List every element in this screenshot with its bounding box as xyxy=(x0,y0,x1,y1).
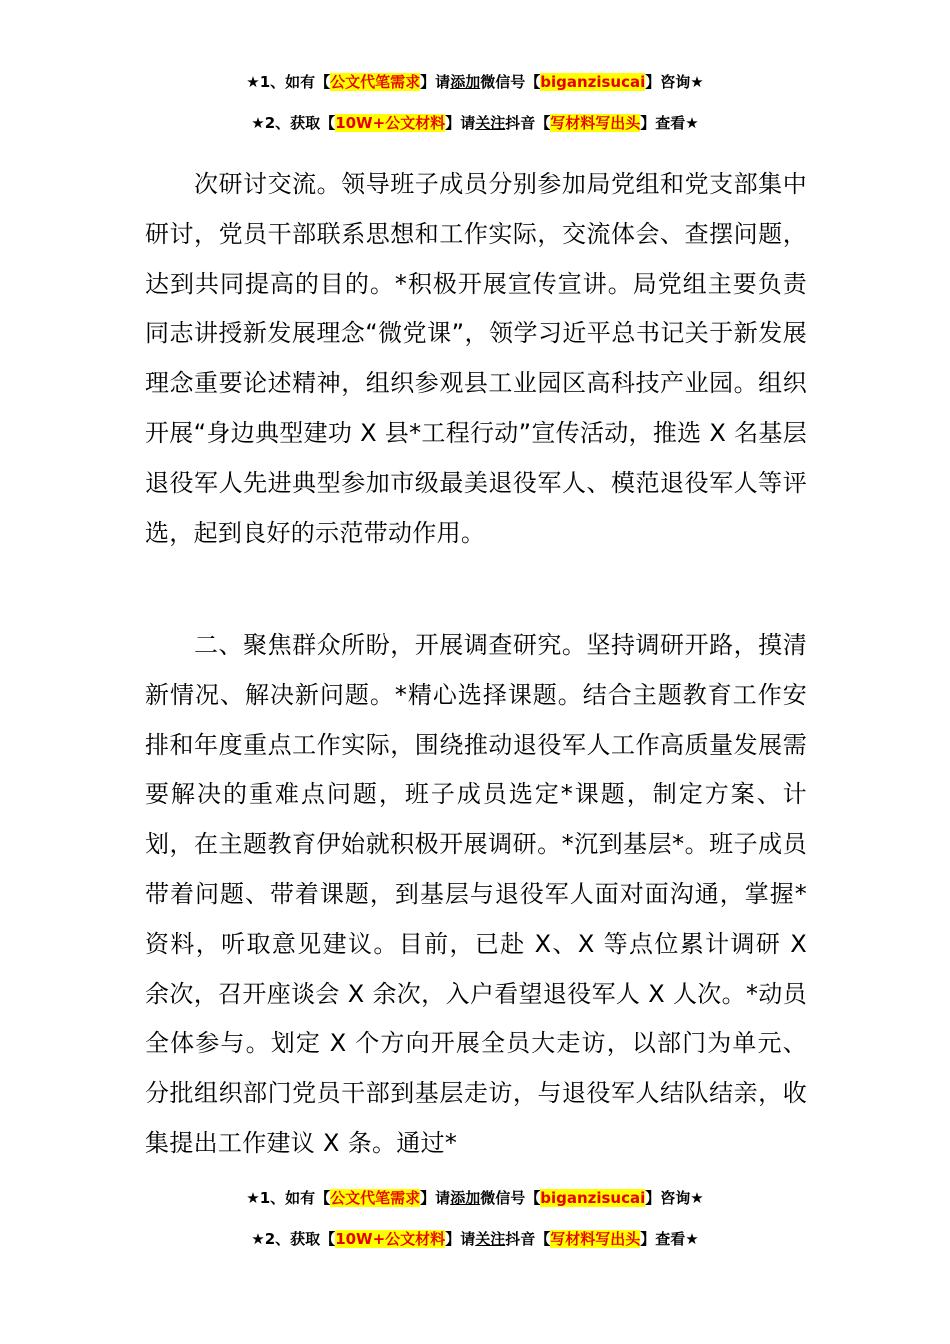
body-paragraph-2-container xyxy=(145,621,807,1169)
header-banner-line-1 xyxy=(0,72,950,92)
body-paragraph-1-container xyxy=(145,160,807,558)
banner-text: 抖音【 xyxy=(505,114,551,132)
footer-banner-line-2 xyxy=(0,1229,950,1249)
banner-highlight: 写材料写出头 xyxy=(550,1230,641,1248)
banner-highlight: 写材料写出头 xyxy=(550,114,641,132)
banner-text: 微信号【 xyxy=(480,1189,541,1207)
banner-highlight: biganzisucai xyxy=(540,73,646,91)
banner-text: 】咨询★ xyxy=(645,73,704,91)
banner-text: ★2、获取【 xyxy=(251,114,336,132)
banner-text: 微信号【 xyxy=(480,73,541,91)
banner-highlight: 公文代笔需求 xyxy=(330,73,421,91)
banner-text: 】咨询★ xyxy=(645,1189,704,1207)
banner-highlight: 10W+公文材料 xyxy=(335,1230,446,1248)
banner-highlight: 公文代笔需求 xyxy=(330,1189,421,1207)
banner-text: 】请 xyxy=(445,1230,476,1248)
body-paragraph-2: 二、聚焦群众所盼，开展调查研究。坚持调研开路，摸清新情况、解决新问题。*精心选择课题。结合主题教育工作安排和年度重点工作实际，围绕推动退役军人工作高质量发展需要解决的重难点问题，班子成员选定*课题，制定方案、计划，在主题教育伊始就积极开展调研。*沉到基层*。班子成员带着问题、带着课题，到基层与退役军人面对面沟通，掌握*资料，听取意见建议。目前，已赴 X、X 等点位累计调研 X 余次，召开座谈会 X 余次，入户看望退役军人 X 人次。*动员全体参与。划定 X 个方向开展全员大走访，以部门为单元、分批组织部门党员干部到基层走访，与退役军人结队结亲，收集提出工作建议 X 条。通过* xyxy=(145,631,807,1157)
banner-underlined-text: 关注 xyxy=(475,1230,506,1248)
banner-underlined-text: 添加 xyxy=(450,73,481,91)
banner-text: ★2、获取【 xyxy=(251,1230,336,1248)
banner-text: 】请 xyxy=(420,73,451,91)
header-banner-line-2 xyxy=(0,113,950,133)
footer-banner-line-1 xyxy=(0,1188,950,1208)
banner-highlight: 10W+公文材料 xyxy=(335,114,446,132)
banner-underlined-text: 关注 xyxy=(475,114,506,132)
banner-highlight: biganzisucai xyxy=(540,1189,646,1207)
banner-text: ★1、如有【 xyxy=(246,1189,331,1207)
body-paragraph-1: 次研讨交流。领导班子成员分别参加局党组和党支部集中研讨，党员干部联系思想和工作实际，交流体会、查摆问题，达到共同提高的目的。*积极开展宣传宣讲。局党组主要负责同志讲授新发展理念“微党课”，领学习近平总书记关于新发展理念重要论述精神，组织参观县工业园区高科技产业园。组织开展“身边典型建功 X 县*工程行动”宣传活动，推选 X 名基层退役军人先进典型参加市级最美退役军人、模范退役军人等评选，起到良好的示范带动作用。 xyxy=(145,170,807,547)
banner-text: ★1、如有【 xyxy=(246,73,331,91)
banner-text: 】查看★ xyxy=(640,1230,699,1248)
banner-text: 】请 xyxy=(445,114,476,132)
banner-text: 抖音【 xyxy=(505,1230,551,1248)
banner-text: 】请 xyxy=(420,1189,451,1207)
banner-text: 】查看★ xyxy=(640,114,699,132)
banner-underlined-text: 添加 xyxy=(450,1189,481,1207)
